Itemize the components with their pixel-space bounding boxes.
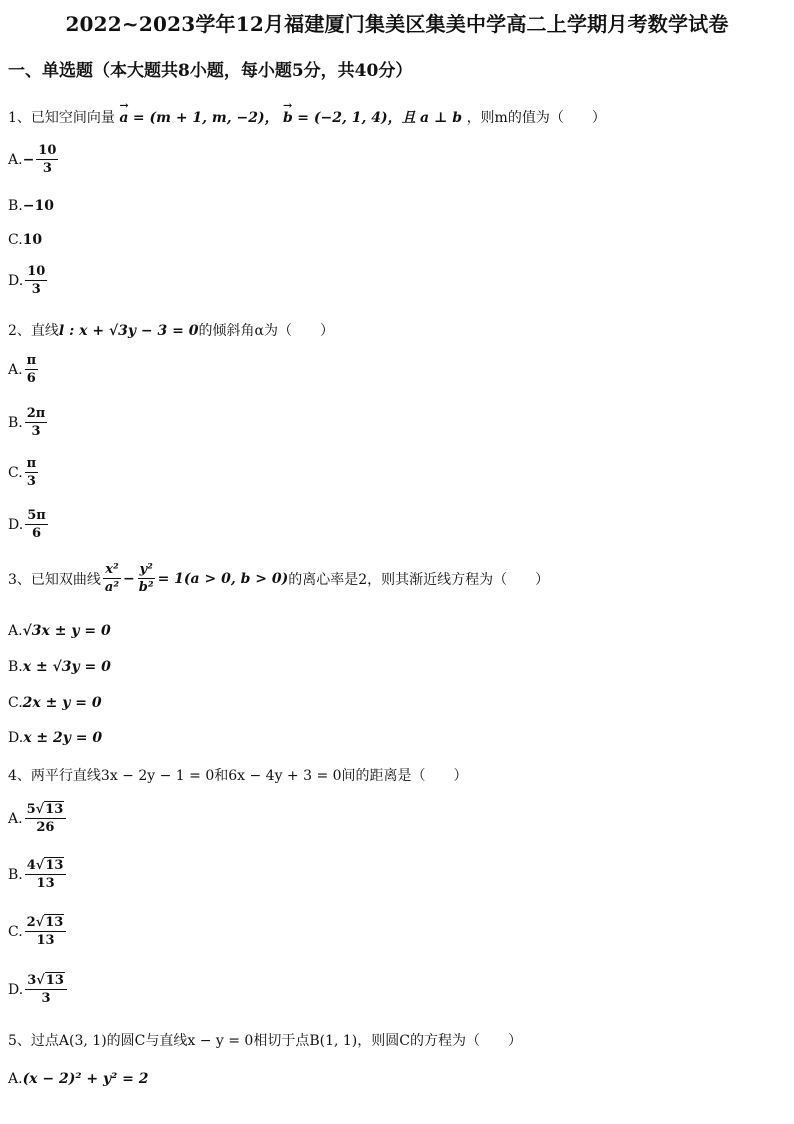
option-label: B. [8, 866, 23, 883]
option-fraction [25, 858, 67, 891]
q3-fraction-y [137, 562, 156, 595]
question-1-stem [8, 107, 606, 127]
q2-option-b [8, 406, 49, 439]
q1-option-b [8, 198, 54, 214]
section-heading: 一、单选题（本大题共8小题，每小题5分，共40分） [8, 61, 413, 81]
q3-option-a [8, 623, 111, 639]
q1-option-c [8, 232, 42, 248]
q1-perp: a ⊥ b [420, 110, 463, 126]
fraction-den: 3 [31, 424, 41, 439]
fraction-den: 6 [26, 371, 36, 386]
q2-equation: l : x + √3y − 3 = 0 [58, 323, 199, 339]
option-sign: − [22, 151, 35, 168]
option-text: −10 [22, 198, 54, 214]
q4-option-b [8, 858, 68, 891]
q1-option-d [8, 264, 49, 297]
fraction-num [25, 858, 67, 875]
option-text: x ± 2y = 0 [23, 730, 103, 746]
option-label: B. [8, 414, 23, 431]
option-fraction [25, 406, 48, 439]
q1-prefix: 1、已知空间向量 [8, 110, 115, 126]
option-label: C. [8, 464, 23, 481]
fraction-num [25, 973, 67, 990]
q2-suffix: 的倾斜角α为（ ） [198, 323, 334, 339]
vector-a: → a [119, 110, 128, 126]
fraction-num: π [26, 456, 37, 471]
radicand: 13 [45, 973, 64, 988]
option-fraction [36, 143, 58, 176]
q5-option-a [8, 1071, 148, 1087]
option-label: C. [8, 695, 23, 711]
q2-option-d [8, 508, 50, 541]
q3-option-b [8, 659, 111, 675]
option-label: B. [8, 659, 23, 675]
radical-coef: 5 [26, 802, 36, 817]
option-label: A. [8, 810, 23, 827]
option-label: D. [8, 272, 24, 289]
q4-option-d [8, 973, 69, 1006]
question-5-stem: 5、过点A(3, 1)的圆C与直线x − y = 0相切于点B(1, 1)，则圆C的方程为（ ） [8, 1033, 522, 1049]
option-label: C. [8, 923, 23, 940]
q2-prefix: 2、直线 [8, 323, 59, 339]
q1-b-eq: = (−2, 1, 4)，且 [297, 110, 416, 126]
fraction-num: 5π [27, 508, 46, 523]
fraction-den: 13 [36, 876, 55, 891]
q3-fraction-x [103, 562, 121, 595]
option-text: √3x ± y = 0 [22, 623, 111, 639]
fraction-num: 2π [26, 406, 46, 421]
q3-suffix: 的离心率是2，则其渐近线方程为（ ） [288, 571, 550, 588]
q3-option-c [8, 695, 102, 711]
option-label: D. [8, 981, 24, 998]
option-fraction [25, 353, 39, 386]
fraction-den: a² [104, 580, 120, 595]
q2-option-c [8, 456, 40, 489]
q3-option-d [8, 730, 102, 746]
fraction-num [25, 915, 67, 932]
sqrt-sign: √13 [35, 915, 64, 930]
page-title: 2022~2023学年12月福建厦门集美区集美中学高二上学期月考数学试卷 [65, 12, 729, 36]
option-fraction [25, 802, 67, 835]
q1-option-a [8, 143, 60, 176]
radicand: 13 [45, 802, 64, 817]
radicand: 13 [45, 858, 64, 873]
q4-option-a [8, 802, 68, 835]
q3-prefix: 3、已知双曲线 [8, 571, 101, 588]
option-text: 2x ± y = 0 [22, 695, 102, 711]
question-2-stem [8, 320, 334, 340]
option-label: B. [8, 198, 23, 214]
option-fraction [25, 973, 67, 1006]
q3-equation-rest: = 1(a > 0, b > 0) [157, 570, 289, 587]
fraction-num: 10 [27, 264, 46, 279]
option-text: (x − 2)² + y² = 2 [22, 1071, 149, 1087]
radicand: 13 [45, 915, 64, 930]
option-fraction [25, 915, 67, 948]
q4-option-c [8, 915, 68, 948]
option-fraction [25, 456, 39, 489]
option-text: 10 [22, 232, 43, 248]
fraction-den: 3 [41, 991, 51, 1006]
question-4-stem: 4、两平行直线3x − 2y − 1 = 0和6x − 4y + 3 = 0间的距离是（ ） [8, 768, 468, 784]
fraction-num: π [26, 353, 37, 368]
q1-a-eq: = (m + 1, m, −2)， [132, 110, 279, 126]
fraction-num [25, 802, 67, 819]
fraction-num: y² [139, 562, 153, 577]
radical-coef: 4 [26, 858, 36, 873]
question-3-stem [8, 562, 549, 595]
option-label: A. [8, 361, 23, 378]
option-label: A. [8, 623, 23, 639]
option-label: C. [8, 232, 23, 248]
fraction-den: 3 [31, 282, 41, 297]
sqrt-sign: √13 [36, 973, 64, 988]
q1-suffix: ，则m的值为（ ） [466, 110, 606, 126]
fraction-num: x² [105, 562, 119, 577]
option-text: x ± √3y = 0 [22, 659, 111, 675]
q3-minus: − [123, 570, 135, 587]
sqrt-sign: √13 [35, 802, 64, 817]
fraction-num: 10 [38, 143, 57, 158]
q2-option-a [8, 353, 40, 386]
fraction-den: 26 [36, 820, 55, 835]
fraction-den: 3 [26, 474, 36, 489]
fraction-den: b² [138, 580, 154, 595]
fraction-den: 6 [31, 526, 41, 541]
option-label: D. [8, 730, 24, 746]
option-fraction [25, 508, 48, 541]
option-fraction [25, 264, 47, 297]
option-label: D. [8, 516, 24, 533]
fraction-den: 13 [36, 933, 55, 948]
option-label: A. [8, 151, 23, 168]
sqrt-sign: √13 [35, 858, 64, 873]
radical-coef: 2 [26, 915, 36, 930]
fraction-den: 3 [42, 161, 52, 176]
vector-b: → b [283, 110, 293, 126]
option-label: A. [8, 1071, 23, 1087]
radical-coef: 3 [27, 973, 37, 988]
